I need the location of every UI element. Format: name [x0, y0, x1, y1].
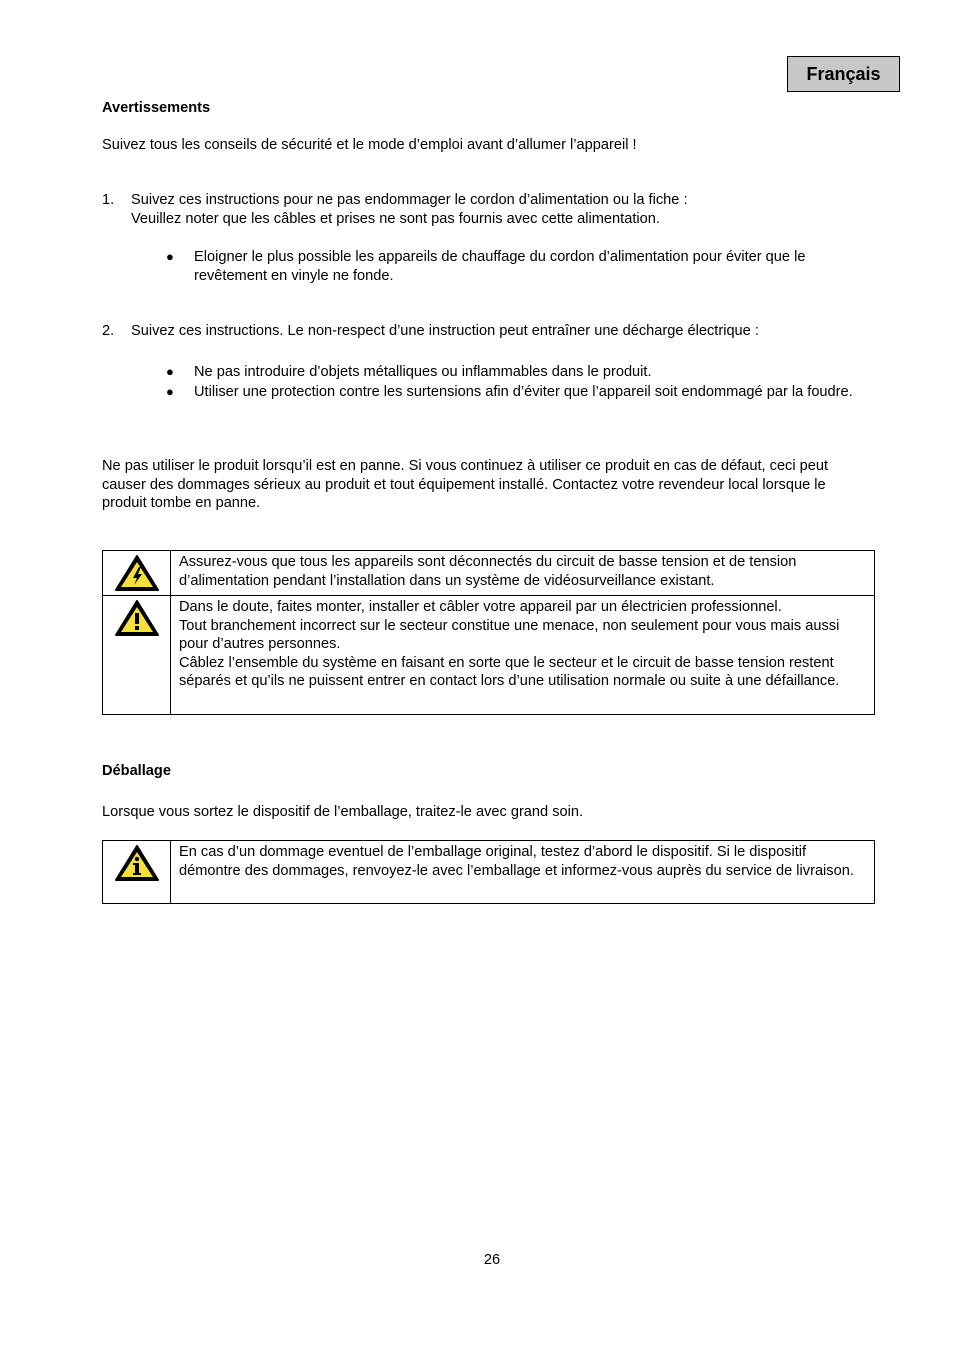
notice-text: Assurez-vous que tous les appareils sont déconnectés du circuit de basse tension et de tension d’alimentation pendant l’installation dans un système de vidéosurveillance existant.: [171, 551, 875, 596]
notice-line: Tout branchement incorrect sur le secteur constitue une menace, non seulement pour vous mais aussi pour d’autres personnes.: [179, 617, 840, 653]
high-voltage-warning-icon: [114, 554, 160, 592]
notice-row: [103, 596, 875, 715]
language-label: Français: [787, 56, 900, 92]
unpacking-intro: Lorsque vous sortez le dispositif de l’emballage, traitez-le avec grand soin.: [102, 804, 584, 820]
general-warning-icon: [114, 599, 160, 637]
item1-line2: Veuillez noter que les câbles et prises ne sont pas fournis avec cette alimentation.: [131, 211, 660, 227]
section-title-unpacking: Déballage: [102, 763, 171, 779]
bullet-marker: ●: [166, 384, 174, 399]
notice-icon-cell: [103, 551, 171, 596]
item1-bullet-1: Eloigner le plus possible les appareils de chauffage du cordon d’alimentation pour éviter que le revêtement en vinyle ne fonde.: [194, 249, 806, 284]
bullet-marker: ●: [166, 364, 174, 379]
item2-bullet-2: Utiliser une protection contre les surtensions afin d’éviter que l’appareil soit endommagé par la foudre.: [194, 384, 853, 400]
item2-bullet-1: Ne pas introduire d’objets métalliques ou inflammables dans le produit.: [194, 364, 652, 380]
notice-line: Dans le doute, faites monter, installer et câbler votre appareil par un électricien professionnel.: [179, 599, 782, 615]
item1-line1: Suivez ces instructions pour ne pas endommager le cordon d’alimentation ou la fiche :: [131, 192, 688, 208]
notice-icon-cell: [103, 596, 171, 715]
section-title-warnings: Avertissements: [102, 100, 211, 116]
warnings-intro: Suivez tous les conseils de sécurité et le mode d’emploi avant d’allumer l’appareil !: [102, 137, 637, 153]
notice-icon-cell: [103, 841, 171, 904]
list-number-2: 2.: [102, 323, 115, 339]
notice-text: [171, 596, 875, 715]
notice-line: Câblez l’ensemble du système en faisant en sorte que le secteur et le circuit de basse tension restent séparés et qu’ils ne puissent entrer en contact lors d’une utilisation normale ou suite à une défaillance.: [179, 654, 840, 690]
defect-paragraph: Ne pas utiliser le produit lorsqu’il est en panne. Si vous continuez à utiliser ce produit en cas de défaut, ceci peut causer des dommages sérieux au produit et tout équipement installé. Contactez votre revendeur local lorsque le produit tombe en panne.: [102, 458, 829, 512]
bullet-marker: ●: [166, 249, 174, 264]
notice-row: [103, 551, 875, 596]
notice-row: [103, 841, 875, 904]
warning-notice-table: [102, 550, 875, 715]
item2-line1: Suivez ces instructions. Le non-respect d’une instruction peut entraîner une décharge électrique :: [131, 323, 759, 339]
page-number: 26: [483, 1252, 501, 1268]
notice-text: En cas d’un dommage eventuel de l’emballage original, testez d’abord le dispositif. Si le dispositif démontre des dommages, renvoyez-le avec l’emballage et informez-vous auprès du service de livraison.: [171, 841, 875, 904]
information-icon: [114, 844, 160, 882]
list-number-1: 1.: [102, 192, 115, 208]
info-notice-table: [102, 840, 875, 904]
